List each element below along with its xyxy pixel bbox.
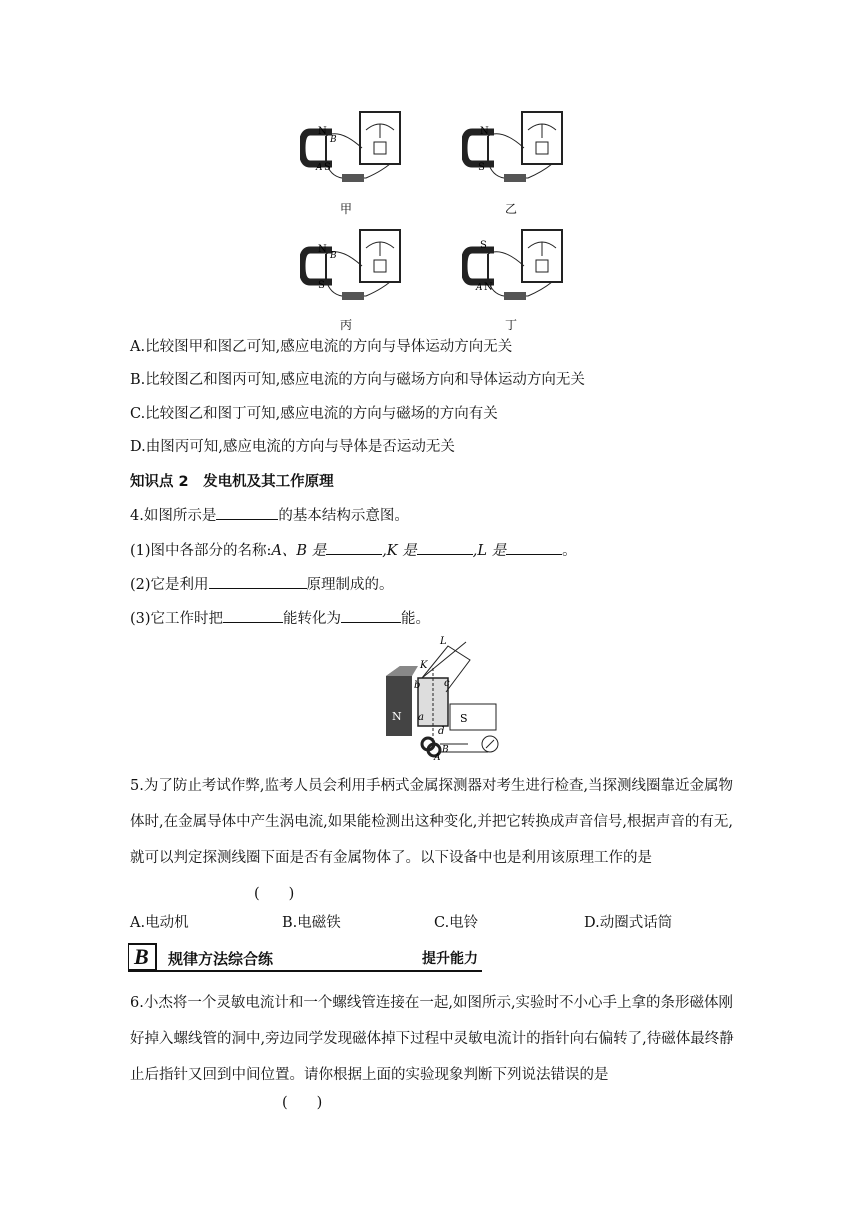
q5-option-b: B.电磁铁 (282, 915, 341, 931)
label-a: A (476, 283, 483, 293)
answer-blank (209, 574, 307, 589)
label-n: N (484, 282, 493, 293)
q3-option-a: A.比较图甲和图乙可知,感应电流的方向与导体运动方向无关 (130, 339, 513, 355)
answer-blank (417, 540, 473, 555)
label-l: L (440, 636, 447, 647)
label-a: A (316, 163, 323, 173)
label-n: N (318, 244, 327, 255)
label-d: d (438, 726, 445, 737)
label-n: N (392, 710, 402, 723)
answer-blank (326, 540, 382, 555)
label-n: N (318, 126, 327, 137)
label-b: B (330, 251, 337, 261)
banner-title: 规律方法综合练 (168, 950, 274, 968)
label-s: S (324, 162, 331, 173)
label-big-a: A (434, 753, 441, 762)
q5-text: 5.为了防止考试作弊,监考人员会利用手柄式金属探测器对考生进行检查,当探测线圈靠近金属物体时,在金属导体中产生涡电流,如果能检测出这种变化,并把它转换成声音信号,根据声音的有无,就可以判定探测线圈下面是否有金属物体了。以下设备中也是利用该原理工作的是( ) (130, 778, 734, 902)
generator-figure (378, 632, 508, 762)
caption-ding: 丁 (505, 318, 518, 332)
figure-bing (300, 228, 405, 308)
q3-option-c: C.比较图乙和图丁可知,感应电流的方向与磁场的方向有关 (130, 406, 498, 422)
label-b: B (330, 135, 337, 145)
q6-paren: ( ) (282, 1095, 323, 1111)
figure-jia (300, 110, 405, 190)
q5-option-a: A.电动机 (130, 915, 189, 931)
q4-stem: 4.如图所示是 的基本结构示意图。 (130, 505, 409, 526)
q4-part2: (2)它是利用 原理制成的。 (130, 574, 394, 595)
label-big-b: B (442, 745, 449, 755)
q5-option-c: C.电铃 (434, 915, 479, 931)
caption-jia: 甲 (340, 202, 353, 216)
answer-blank (506, 540, 562, 555)
banner-letter: B (134, 944, 149, 969)
caption-yi: 乙 (505, 202, 518, 216)
q3-option-d: D.由图丙可知,感应电流的方向与导体是否运动无关 (130, 439, 455, 455)
figure-yi (462, 110, 567, 190)
label-n: N (480, 126, 489, 137)
label-s: S (318, 280, 325, 291)
q5-option-d: D.动圈式话筒 (584, 915, 673, 931)
answer-blank (223, 608, 283, 623)
label-c: c (444, 678, 450, 689)
figure-ding (462, 228, 567, 308)
label-a: a (418, 712, 424, 723)
label-s: S (460, 712, 468, 725)
answer-blank (341, 608, 401, 623)
q4-part1: (1)图中各部分的名称:A、B 是 ,K 是 ,L 是 。 (130, 540, 577, 561)
q6-text: 6.小杰将一个灵敏电流计和一个螺线管连接在一起,如图所示,实验时不小心手上拿的条形磁体刚好掉入螺线管的洞中,旁边同学发现磁体掉下过程中灵敏电流计的指针向右偏转了,待磁体最终静止后指针又回到中间位置。请你根据上面的实验现象判断下列说法错误的是 (130, 995, 734, 1083)
q4-part3: (3)它工作时把 能转化为 能。 (130, 608, 430, 629)
caption-bing: 丙 (340, 318, 353, 332)
label-b: b (414, 680, 421, 691)
q3-option-b: B.比较图乙和图丙可知,感应电流的方向与磁场方向和导体运动方向无关 (130, 372, 585, 388)
label-s: S (478, 162, 485, 173)
section-title: 知识点 2 发电机及其工作原理 (130, 474, 334, 490)
answer-blank (216, 505, 278, 520)
label-k: K (420, 660, 428, 671)
section-banner (128, 942, 482, 972)
banner-right: 提升能力 (422, 951, 478, 967)
label-s: S (480, 240, 487, 251)
